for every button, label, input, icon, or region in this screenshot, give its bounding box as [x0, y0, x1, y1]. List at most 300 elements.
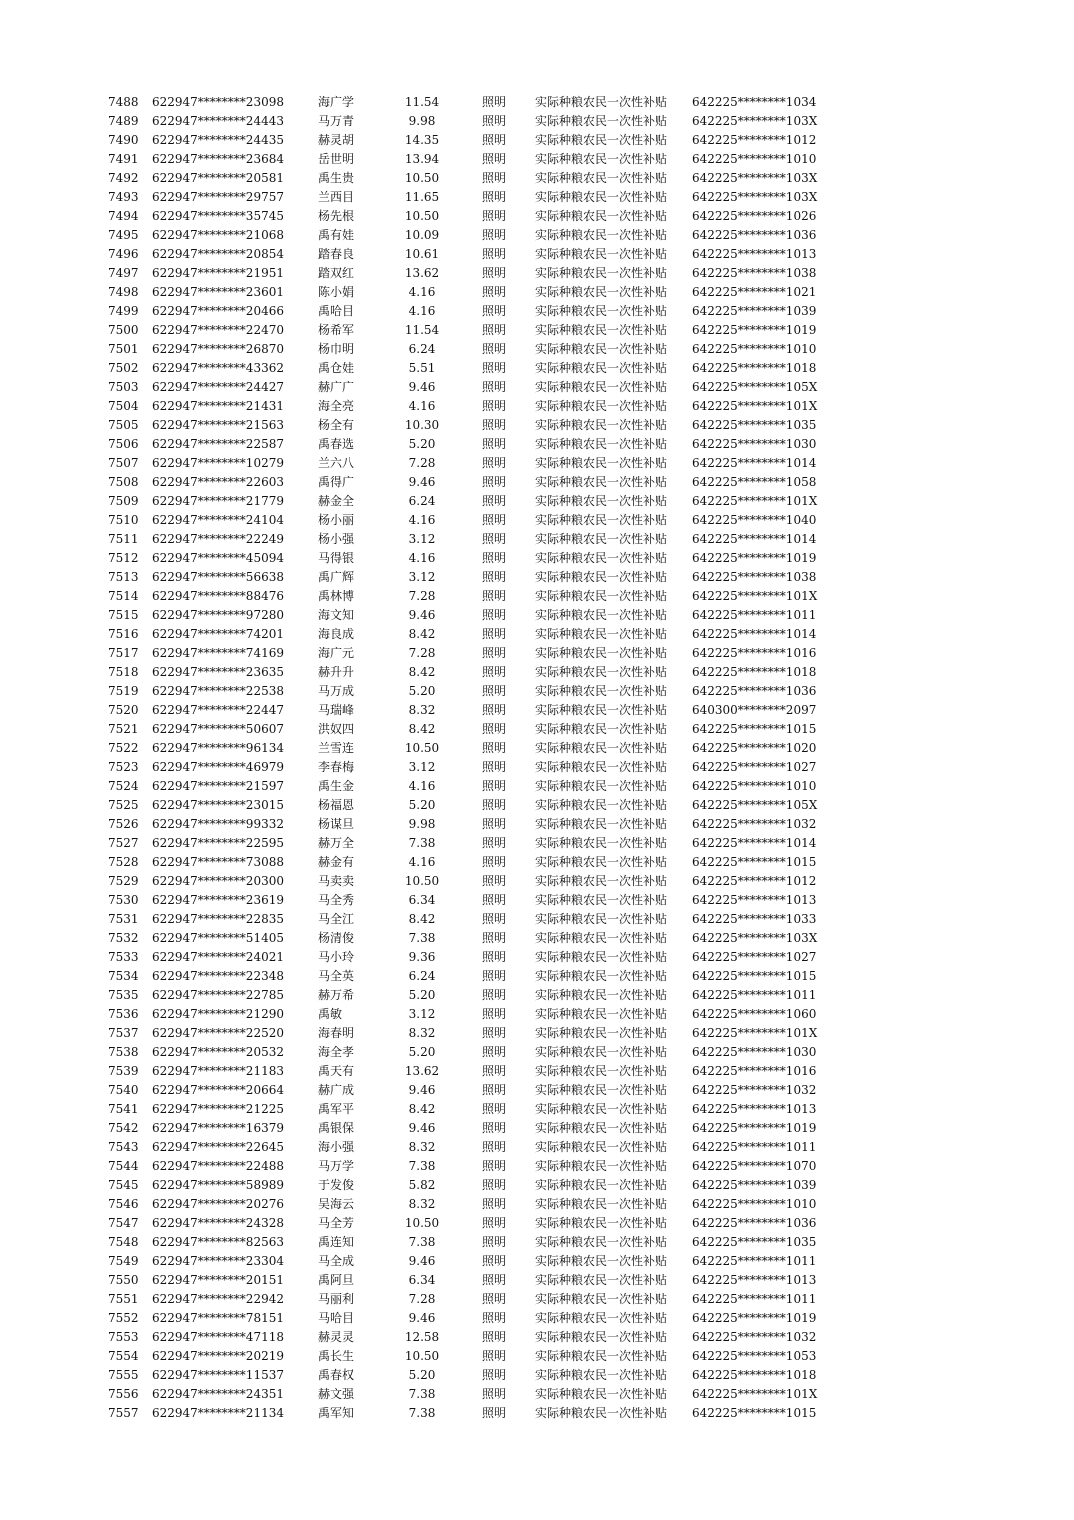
recipient-name: 兰六八	[318, 456, 355, 470]
row-index: 7557	[108, 1406, 139, 1420]
subsidy-type: 实际种粮农民一次性补贴	[535, 342, 668, 356]
village-name: 照明	[482, 323, 507, 337]
row-index: 7508	[108, 475, 139, 489]
id-number: 642225********1033	[692, 912, 817, 926]
subsidy-type: 实际种粮农民一次性补贴	[535, 513, 668, 527]
id-number: 642225********1038	[692, 266, 817, 280]
row-index: 7541	[108, 1102, 139, 1116]
table-row	[0, 606, 1074, 625]
subsidy-amount: 4.16	[408, 551, 436, 565]
table-row	[0, 872, 1074, 891]
row-index: 7493	[108, 190, 139, 204]
id-number: 642225********103X	[692, 190, 818, 204]
table-row	[0, 1252, 1074, 1271]
row-index: 7548	[108, 1235, 139, 1249]
table-row	[0, 834, 1074, 853]
table-row	[0, 435, 1074, 454]
row-index: 7520	[108, 703, 139, 717]
subsidy-amount: 12.58	[404, 1330, 440, 1344]
id-number: 642225********1032	[692, 1330, 817, 1344]
subsidy-amount: 6.34	[408, 893, 436, 907]
account-number: 622947********21290	[152, 1007, 284, 1021]
table-row	[0, 1176, 1074, 1195]
account-number: 622947********20151	[152, 1273, 284, 1287]
id-number: 642225********1020	[692, 741, 817, 755]
table-row	[0, 1138, 1074, 1157]
recipient-name: 禹连知	[318, 1235, 355, 1249]
id-number: 642225********1032	[692, 1083, 817, 1097]
row-index: 7503	[108, 380, 139, 394]
subsidy-amount: 5.20	[408, 684, 436, 698]
subsidy-amount: 8.32	[408, 703, 436, 717]
table-row	[0, 1157, 1074, 1176]
subsidy-type: 实际种粮农民一次性补贴	[535, 532, 668, 546]
row-index: 7554	[108, 1349, 139, 1363]
account-number: 622947********56638	[152, 570, 284, 584]
row-index: 7509	[108, 494, 139, 508]
id-number: 642225********1016	[692, 646, 817, 660]
subsidy-amount: 9.46	[408, 1254, 436, 1268]
village-name: 照明	[482, 304, 507, 318]
account-number: 622947********22249	[152, 532, 284, 546]
account-number: 622947********22538	[152, 684, 284, 698]
id-number: 642225********1039	[692, 1178, 817, 1192]
recipient-name: 马得银	[318, 551, 355, 565]
recipient-name: 禹仓娃	[318, 361, 355, 375]
id-number: 642225********1034	[692, 95, 817, 109]
village-name: 照明	[482, 874, 507, 888]
table-row	[0, 796, 1074, 815]
id-number: 642225********1014	[692, 836, 817, 850]
village-name: 照明	[482, 817, 507, 831]
subsidy-type: 实际种粮农民一次性补贴	[535, 1292, 668, 1306]
account-number: 622947********88476	[152, 589, 284, 603]
village-name: 照明	[482, 912, 507, 926]
row-index: 7506	[108, 437, 139, 451]
subsidy-type: 实际种粮农民一次性补贴	[535, 798, 668, 812]
account-number: 622947********58989	[152, 1178, 284, 1192]
table-row	[0, 1290, 1074, 1309]
account-number: 622947********21431	[152, 399, 284, 413]
account-number: 622947********10279	[152, 456, 284, 470]
recipient-name: 杨福恩	[318, 798, 355, 812]
subsidy-type: 实际种粮农民一次性补贴	[535, 551, 668, 565]
subsidy-type: 实际种粮农民一次性补贴	[535, 836, 668, 850]
row-index: 7553	[108, 1330, 139, 1344]
account-number: 622947********22470	[152, 323, 284, 337]
recipient-name: 岳世明	[318, 152, 355, 166]
village-name: 照明	[482, 494, 507, 508]
subsidy-amount: 9.36	[408, 950, 436, 964]
recipient-name: 禹长生	[318, 1349, 355, 1363]
subsidy-amount: 6.24	[408, 342, 436, 356]
table-row	[0, 701, 1074, 720]
table-row	[0, 473, 1074, 492]
row-index: 7494	[108, 209, 139, 223]
subsidy-amount: 11.65	[404, 190, 440, 204]
subsidy-amount: 7.38	[408, 836, 436, 850]
account-number: 622947********24351	[152, 1387, 284, 1401]
village-name: 照明	[482, 209, 507, 223]
subsidy-type: 实际种粮农民一次性补贴	[535, 247, 668, 261]
row-index: 7497	[108, 266, 139, 280]
account-number: 622947********23619	[152, 893, 284, 907]
id-number: 642225********1019	[692, 1311, 817, 1325]
table-row	[0, 321, 1074, 340]
id-number: 642225********1014	[692, 627, 817, 641]
village-name: 照明	[482, 133, 507, 147]
row-index: 7533	[108, 950, 139, 964]
table-row	[0, 340, 1074, 359]
table-row	[0, 1347, 1074, 1366]
account-number: 622947********22595	[152, 836, 284, 850]
row-index: 7500	[108, 323, 139, 337]
id-number: 642225********105X	[692, 798, 818, 812]
row-index: 7498	[108, 285, 139, 299]
recipient-name: 海广元	[318, 646, 355, 660]
village-name: 照明	[482, 779, 507, 793]
row-index: 7537	[108, 1026, 139, 1040]
recipient-name: 兰雪连	[318, 741, 355, 755]
id-number: 642225********103X	[692, 931, 818, 945]
table-row	[0, 625, 1074, 644]
row-index: 7505	[108, 418, 139, 432]
table-row	[0, 188, 1074, 207]
subsidy-amount: 8.42	[408, 627, 436, 641]
row-index: 7540	[108, 1083, 139, 1097]
subsidy-type: 实际种粮农民一次性补贴	[535, 646, 668, 660]
subsidy-amount: 3.12	[408, 1007, 436, 1021]
table-row	[0, 910, 1074, 929]
table-row	[0, 245, 1074, 264]
row-index: 7504	[108, 399, 139, 413]
recipient-name: 踏双红	[318, 266, 355, 280]
subsidy-type: 实际种粮农民一次性补贴	[535, 817, 668, 831]
row-index: 7513	[108, 570, 139, 584]
village-name: 照明	[482, 228, 507, 242]
recipient-name: 吴海云	[318, 1197, 355, 1211]
village-name: 照明	[482, 1406, 507, 1420]
recipient-name: 马卖卖	[318, 874, 355, 888]
account-number: 622947********24104	[152, 513, 284, 527]
row-index: 7525	[108, 798, 139, 812]
village-name: 照明	[482, 152, 507, 166]
recipient-name: 杨清俊	[318, 931, 355, 945]
table-row	[0, 511, 1074, 530]
subsidy-type: 实际种粮农民一次性补贴	[535, 1007, 668, 1021]
recipient-name: 禹生金	[318, 779, 355, 793]
subsidy-amount: 8.32	[408, 1026, 436, 1040]
village-name: 照明	[482, 551, 507, 565]
subsidy-amount: 8.32	[408, 1140, 436, 1154]
recipient-name: 于发俊	[318, 1178, 355, 1192]
subsidy-type: 实际种粮农民一次性补贴	[535, 1159, 668, 1173]
subsidy-amount: 4.16	[408, 855, 436, 869]
account-number: 622947********24021	[152, 950, 284, 964]
id-number: 642225********1011	[692, 988, 817, 1002]
subsidy-type: 实际种粮农民一次性补贴	[535, 133, 668, 147]
row-index: 7499	[108, 304, 139, 318]
id-number: 642225********1060	[692, 1007, 817, 1021]
recipient-name: 杨小强	[318, 532, 355, 546]
table-row	[0, 1309, 1074, 1328]
subsidy-amount: 11.54	[404, 95, 440, 109]
subsidy-amount: 4.16	[408, 304, 436, 318]
village-name: 照明	[482, 665, 507, 679]
table-row	[0, 777, 1074, 796]
village-name: 照明	[482, 1387, 507, 1401]
row-index: 7551	[108, 1292, 139, 1306]
id-number: 642225********1011	[692, 1292, 817, 1306]
recipient-name: 赫广成	[318, 1083, 355, 1097]
id-number: 642225********101X	[692, 1026, 818, 1040]
account-number: 622947********20300	[152, 874, 284, 888]
village-name: 照明	[482, 1026, 507, 1040]
account-number: 622947********26870	[152, 342, 284, 356]
subsidy-type: 实际种粮农民一次性补贴	[535, 323, 668, 337]
row-index: 7536	[108, 1007, 139, 1021]
account-number: 622947********20276	[152, 1197, 284, 1211]
recipient-name: 马小玲	[318, 950, 355, 964]
subsidy-type: 实际种粮农民一次性补贴	[535, 760, 668, 774]
recipient-name: 李春梅	[318, 760, 355, 774]
id-number: 642225********1010	[692, 1197, 817, 1211]
row-index: 7556	[108, 1387, 139, 1401]
table-row	[0, 948, 1074, 967]
village-name: 照明	[482, 1254, 507, 1268]
row-index: 7538	[108, 1045, 139, 1059]
recipient-name: 马哈目	[318, 1311, 355, 1325]
village-name: 照明	[482, 836, 507, 850]
table-row	[0, 454, 1074, 473]
village-name: 照明	[482, 418, 507, 432]
account-number: 622947********47118	[152, 1330, 284, 1344]
table-row	[0, 815, 1074, 834]
account-number: 622947********21068	[152, 228, 284, 242]
subsidy-type: 实际种粮农民一次性补贴	[535, 418, 668, 432]
table-row	[0, 663, 1074, 682]
table-row	[0, 644, 1074, 663]
recipient-name: 马瑞峰	[318, 703, 355, 717]
subsidy-amount: 5.82	[408, 1178, 436, 1192]
subsidy-amount: 9.46	[408, 380, 436, 394]
id-number: 642225********1027	[692, 950, 817, 964]
table-row	[0, 1271, 1074, 1290]
subsidy-amount: 7.38	[408, 1235, 436, 1249]
id-number: 642225********1012	[692, 874, 817, 888]
recipient-name: 禹广辉	[318, 570, 355, 584]
subsidy-amount: 8.42	[408, 1102, 436, 1116]
table-row	[0, 1404, 1074, 1423]
table-row	[0, 93, 1074, 112]
recipient-name: 马丽利	[318, 1292, 355, 1306]
id-number: 642225********1030	[692, 1045, 817, 1059]
subsidy-amount: 9.98	[408, 114, 436, 128]
recipient-name: 杨全有	[318, 418, 355, 432]
table-row	[0, 207, 1074, 226]
account-number: 622947********23684	[152, 152, 284, 166]
row-index: 7518	[108, 665, 139, 679]
subsidy-amount: 5.20	[408, 988, 436, 1002]
id-number: 642225********1015	[692, 855, 817, 869]
account-number: 622947********20532	[152, 1045, 284, 1059]
subsidy-type: 实际种粮农民一次性补贴	[535, 950, 668, 964]
subsidy-amount: 9.46	[408, 475, 436, 489]
row-index: 7534	[108, 969, 139, 983]
row-index: 7552	[108, 1311, 139, 1325]
subsidy-amount: 14.35	[404, 133, 440, 147]
row-index: 7547	[108, 1216, 139, 1230]
id-number: 642225********1021	[692, 285, 817, 299]
id-number: 642225********103X	[692, 171, 818, 185]
account-number: 622947********23601	[152, 285, 284, 299]
village-name: 照明	[482, 456, 507, 470]
id-number: 642225********101X	[692, 399, 818, 413]
village-name: 照明	[482, 190, 507, 204]
row-index: 7502	[108, 361, 139, 375]
village-name: 照明	[482, 760, 507, 774]
subsidy-type: 实际种粮农民一次性补贴	[535, 1273, 668, 1287]
subsidy-amount: 10.61	[404, 247, 440, 261]
row-index: 7539	[108, 1064, 139, 1078]
subsidy-type: 实际种粮农民一次性补贴	[535, 874, 668, 888]
village-name: 照明	[482, 1121, 507, 1135]
id-number: 642225********1032	[692, 817, 817, 831]
row-index: 7544	[108, 1159, 139, 1173]
id-number: 642225********1015	[692, 722, 817, 736]
village-name: 照明	[482, 798, 507, 812]
village-name: 照明	[482, 171, 507, 185]
village-name: 照明	[482, 266, 507, 280]
subsidy-type: 实际种粮农民一次性补贴	[535, 1064, 668, 1078]
recipient-name: 赫广广	[318, 380, 355, 394]
recipient-name: 禹军平	[318, 1102, 355, 1116]
id-number: 642225********1016	[692, 1064, 817, 1078]
table-row	[0, 359, 1074, 378]
subsidy-amount: 7.28	[408, 1292, 436, 1306]
recipient-name: 马万成	[318, 684, 355, 698]
table-row	[0, 758, 1074, 777]
subsidy-amount: 5.20	[408, 798, 436, 812]
id-number: 642225********1058	[692, 475, 817, 489]
recipient-name: 禹生贵	[318, 171, 355, 185]
subsidy-type: 实际种粮农民一次性补贴	[535, 684, 668, 698]
id-number: 642225********1011	[692, 1254, 817, 1268]
row-index: 7512	[108, 551, 139, 565]
village-name: 照明	[482, 361, 507, 375]
recipient-name: 洪奴四	[318, 722, 355, 736]
subsidy-type: 实际种粮农民一次性补贴	[535, 475, 668, 489]
table-row	[0, 378, 1074, 397]
table-row	[0, 853, 1074, 872]
subsidy-amount: 10.50	[404, 1349, 440, 1363]
account-number: 622947********23015	[152, 798, 284, 812]
account-number: 622947********51405	[152, 931, 284, 945]
subsidy-type: 实际种粮农民一次性补贴	[535, 361, 668, 375]
recipient-name: 禹有娃	[318, 228, 355, 242]
id-number: 642225********1053	[692, 1349, 817, 1363]
recipient-name: 禹得广	[318, 475, 355, 489]
village-name: 照明	[482, 893, 507, 907]
recipient-name: 杨先根	[318, 209, 355, 223]
account-number: 622947********20466	[152, 304, 284, 318]
table-row	[0, 397, 1074, 416]
village-name: 照明	[482, 247, 507, 261]
table-row	[0, 169, 1074, 188]
row-index: 7516	[108, 627, 139, 641]
village-name: 照明	[482, 741, 507, 755]
recipient-name: 赫灵胡	[318, 133, 355, 147]
table-row	[0, 1214, 1074, 1233]
account-number: 622947********35745	[152, 209, 284, 223]
recipient-name: 马全江	[318, 912, 355, 926]
row-index: 7526	[108, 817, 139, 831]
recipient-name: 赫金全	[318, 494, 355, 508]
village-name: 照明	[482, 399, 507, 413]
subsidy-amount: 7.28	[408, 646, 436, 660]
recipient-name: 赫文强	[318, 1387, 355, 1401]
account-number: 622947********43362	[152, 361, 284, 375]
account-number: 622947********24328	[152, 1216, 284, 1230]
subsidy-amount: 3.12	[408, 760, 436, 774]
subsidy-type: 实际种粮农民一次性补贴	[535, 437, 668, 451]
table-row	[0, 967, 1074, 986]
subsidy-amount: 3.12	[408, 570, 436, 584]
subsidy-type: 实际种粮农民一次性补贴	[535, 266, 668, 280]
recipient-name: 海良成	[318, 627, 355, 641]
village-name: 照明	[482, 1083, 507, 1097]
subsidy-type: 实际种粮农民一次性补贴	[535, 855, 668, 869]
account-number: 622947********46979	[152, 760, 284, 774]
account-number: 622947********22942	[152, 1292, 284, 1306]
row-index: 7523	[108, 760, 139, 774]
recipient-name: 海广学	[318, 95, 355, 109]
village-name: 照明	[482, 703, 507, 717]
account-number: 622947********50607	[152, 722, 284, 736]
village-name: 照明	[482, 950, 507, 964]
recipient-name: 禹阿旦	[318, 1273, 355, 1287]
id-number: 642225********1036	[692, 1216, 817, 1230]
subsidy-amount: 9.98	[408, 817, 436, 831]
recipient-name: 禹天有	[318, 1064, 355, 1078]
table-row	[0, 264, 1074, 283]
recipient-name: 兰西目	[318, 190, 355, 204]
subsidy-amount: 13.62	[404, 1064, 440, 1078]
subsidy-type: 实际种粮农民一次性补贴	[535, 1216, 668, 1230]
table-row	[0, 112, 1074, 131]
id-number: 642225********101X	[692, 589, 818, 603]
table-row	[0, 150, 1074, 169]
row-index: 7521	[108, 722, 139, 736]
village-name: 照明	[482, 969, 507, 983]
village-name: 照明	[482, 342, 507, 356]
subsidy-amount: 8.42	[408, 722, 436, 736]
id-number: 642225********1019	[692, 551, 817, 565]
subsidy-type: 实际种粮农民一次性补贴	[535, 893, 668, 907]
subsidy-type: 实际种粮农民一次性补贴	[535, 1387, 668, 1401]
subsidy-amount: 5.20	[408, 1045, 436, 1059]
subsidy-amount: 7.38	[408, 1387, 436, 1401]
subsidy-amount: 10.50	[404, 209, 440, 223]
table-row	[0, 1100, 1074, 1119]
account-number: 622947********74169	[152, 646, 284, 660]
row-index: 7511	[108, 532, 139, 546]
subsidy-amount: 4.16	[408, 285, 436, 299]
id-number: 642225********1018	[692, 361, 817, 375]
id-number: 642225********1026	[692, 209, 817, 223]
table-row	[0, 929, 1074, 948]
table-row	[0, 530, 1074, 549]
